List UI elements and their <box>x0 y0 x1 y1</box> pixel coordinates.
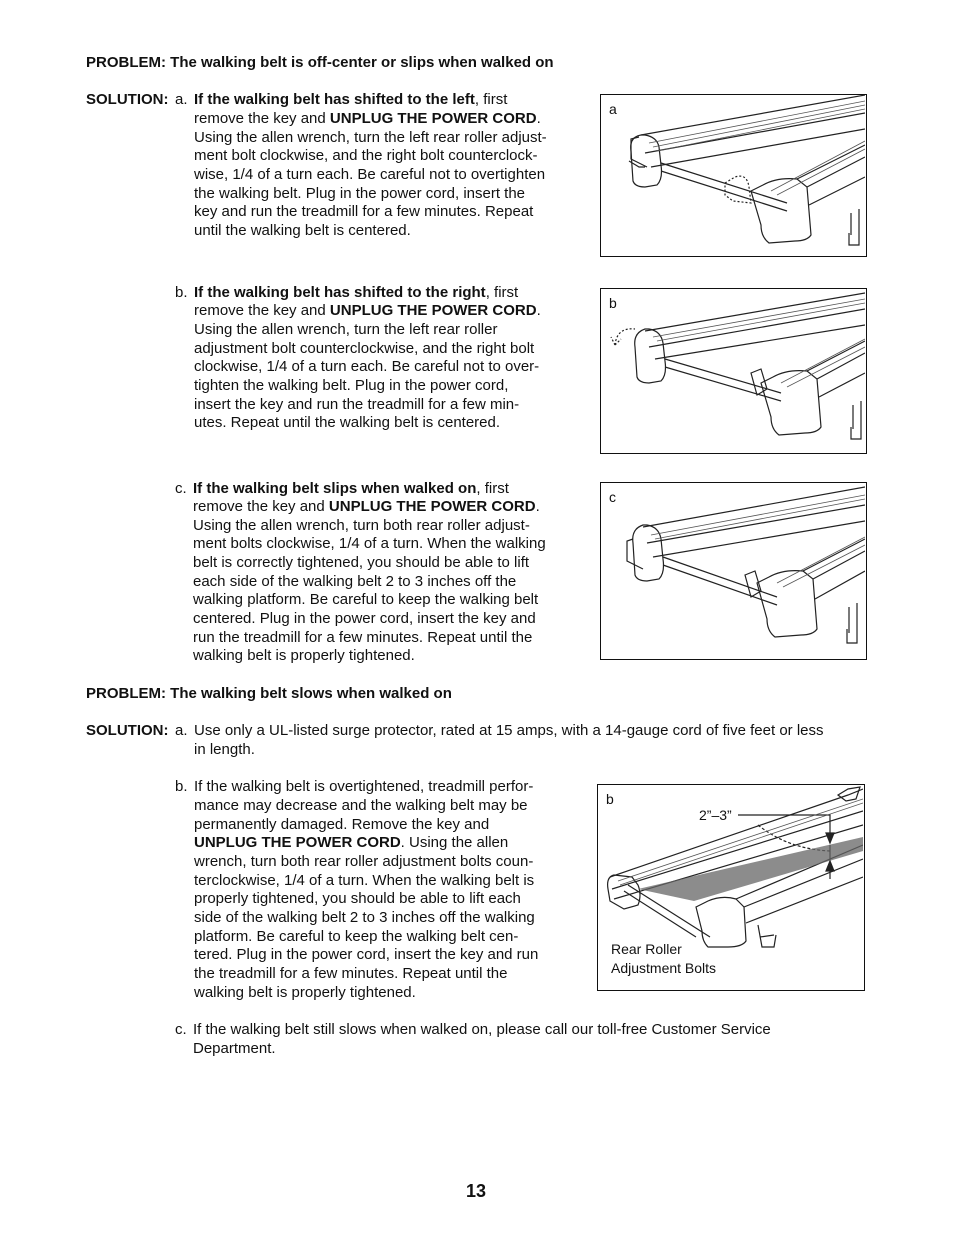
item-c-line-1: If the walking belt slips when walked on, first <box>193 480 509 497</box>
treadmill-illustration-d <box>598 785 863 989</box>
figure-a-label: a <box>609 101 617 117</box>
treadmill-illustration-c <box>601 483 865 658</box>
item-a-line-3: Using the allen wrench, turn the left rear roller adjust- <box>194 129 547 146</box>
item-b-line-8: utes. Repeat until the walking belt is centered. <box>194 414 501 431</box>
figure-a <box>600 94 867 257</box>
measurement-label: 2”–3” <box>699 807 732 823</box>
item-c-line-7: walking platform. Be careful to keep the walking belt <box>193 591 539 608</box>
caption-line-2: Adjustment Bolts <box>611 960 717 976</box>
figure-b <box>600 288 867 454</box>
item2-c-marker: c. <box>175 1021 187 1038</box>
page-number: 13 <box>466 1181 487 1201</box>
item2-b-line-6: terclockwise, 1/4 of a turn. When the walking belt is <box>194 872 535 889</box>
item-c-line-5: belt is correctly tightened, you should be able to lift <box>193 554 530 571</box>
item-b-line-4: adjustment bolt counterclockwise, and the right bolt <box>194 340 535 357</box>
item-b-line-1: If the walking belt has shifted to the right, first <box>194 284 519 301</box>
figure-b-label: b <box>609 295 617 311</box>
figure-d <box>597 784 865 991</box>
solution-label-1: SOLUTION: <box>86 91 169 108</box>
item-c-line-6: each side of the walking belt 2 to 3 inches off the <box>193 573 517 590</box>
caption-line-1: Rear Roller <box>611 941 682 957</box>
item-b-line-3: Using the allen wrench, turn the left rear roller <box>194 321 498 338</box>
item-c-line-10: walking belt is properly tightened. <box>193 647 415 664</box>
item-c-marker: c. <box>175 480 187 497</box>
item-a-line-7: key and run the treadmill for a few minutes. Repeat <box>194 203 534 220</box>
item2-b-line-8: side of the walking belt 2 to 3 inches off the walking <box>194 909 535 926</box>
item2-c-line-1: If the walking belt still slows when walked on, please call our toll-free Customer Service <box>193 1021 771 1038</box>
item-b-line-6: tighten the walking belt. Plug in the power cord, <box>194 377 509 394</box>
item2-a-line-1: Use only a UL-listed surge protector, rated at 15 amps, with a 14-gauge cord of five feet or less <box>194 722 824 739</box>
item-a-line-8: until the walking belt is centered. <box>194 222 411 239</box>
item-a-marker: a. <box>175 91 188 108</box>
item-c-line-3: Using the allen wrench, turn both rear roller adjust- <box>193 517 530 534</box>
item-a-line-2: remove the key and UNPLUG THE POWER CORD. <box>194 110 541 127</box>
treadmill-illustration-b <box>601 289 865 452</box>
item-a-line-1: If the walking belt has shifted to the left, first <box>194 91 508 108</box>
figure-d-label: b <box>606 791 614 807</box>
problem-heading-2: PROBLEM: The walking belt slows when walked on <box>86 685 452 702</box>
item2-b-line-2: mance may decrease and the walking belt may be <box>194 797 528 814</box>
item-b-line-2: remove the key and UNPLUG THE POWER CORD. <box>194 302 541 319</box>
figure-c-label: c <box>609 489 616 505</box>
item2-b-line-4: UNPLUG THE POWER CORD. Using the allen <box>194 834 509 851</box>
item2-b-line-3: permanently damaged. Remove the key and <box>194 816 490 833</box>
item-c-line-8: centered. Plug in the power cord, insert the key and <box>193 610 536 627</box>
item-b-line-7: insert the key and run the treadmill for a few min- <box>194 396 520 413</box>
item2-b-line-5: wrench, turn both rear roller adjustment bolts coun- <box>194 853 534 870</box>
item-c-line-2: remove the key and UNPLUG THE POWER CORD. <box>193 498 540 515</box>
item2-b-line-11: the treadmill for a few minutes. Repeat until the <box>194 965 508 982</box>
item-c-line-4: ment bolts clockwise, 1/4 of a turn. When the walking <box>193 535 546 552</box>
item-a-line-4: ment bolt clockwise, and the right bolt counterclock- <box>194 147 538 164</box>
item2-c-line-2: Department. <box>193 1040 276 1057</box>
item2-b-line-1: If the walking belt is overtightened, treadmill perfor- <box>194 778 534 795</box>
problem-heading-1: PROBLEM: The walking belt is off-center or slips when walked on <box>86 54 554 71</box>
item2-b-line-12: walking belt is properly tightened. <box>194 984 416 1001</box>
item2-a-line-2: in length. <box>194 741 255 758</box>
item-c-line-9: run the treadmill for a few minutes. Repeat until the <box>193 629 533 646</box>
item2-a-marker: a. <box>175 722 188 739</box>
figure-c <box>600 482 867 660</box>
item-b-line-5: clockwise, 1/4 of a turn each. Be careful not to over- <box>194 358 540 375</box>
item-a-line-6: the walking belt. Plug in the power cord, insert the <box>194 185 526 202</box>
item2-b-line-9: platform. Be careful to keep the walking belt cen- <box>194 928 519 945</box>
item2-b-marker: b. <box>175 778 188 795</box>
item-b-marker: b. <box>175 284 188 301</box>
item2-b-line-10: tered. Plug in the power cord, insert the key and run <box>194 946 539 963</box>
treadmill-illustration-a <box>601 95 865 255</box>
item-a-line-5: wise, 1/4 of a turn each. Be careful not to overtighten <box>194 166 546 183</box>
item2-b-line-7: properly tightened, you should be able to lift each <box>194 890 521 907</box>
solution-label-2: SOLUTION: <box>86 722 169 739</box>
